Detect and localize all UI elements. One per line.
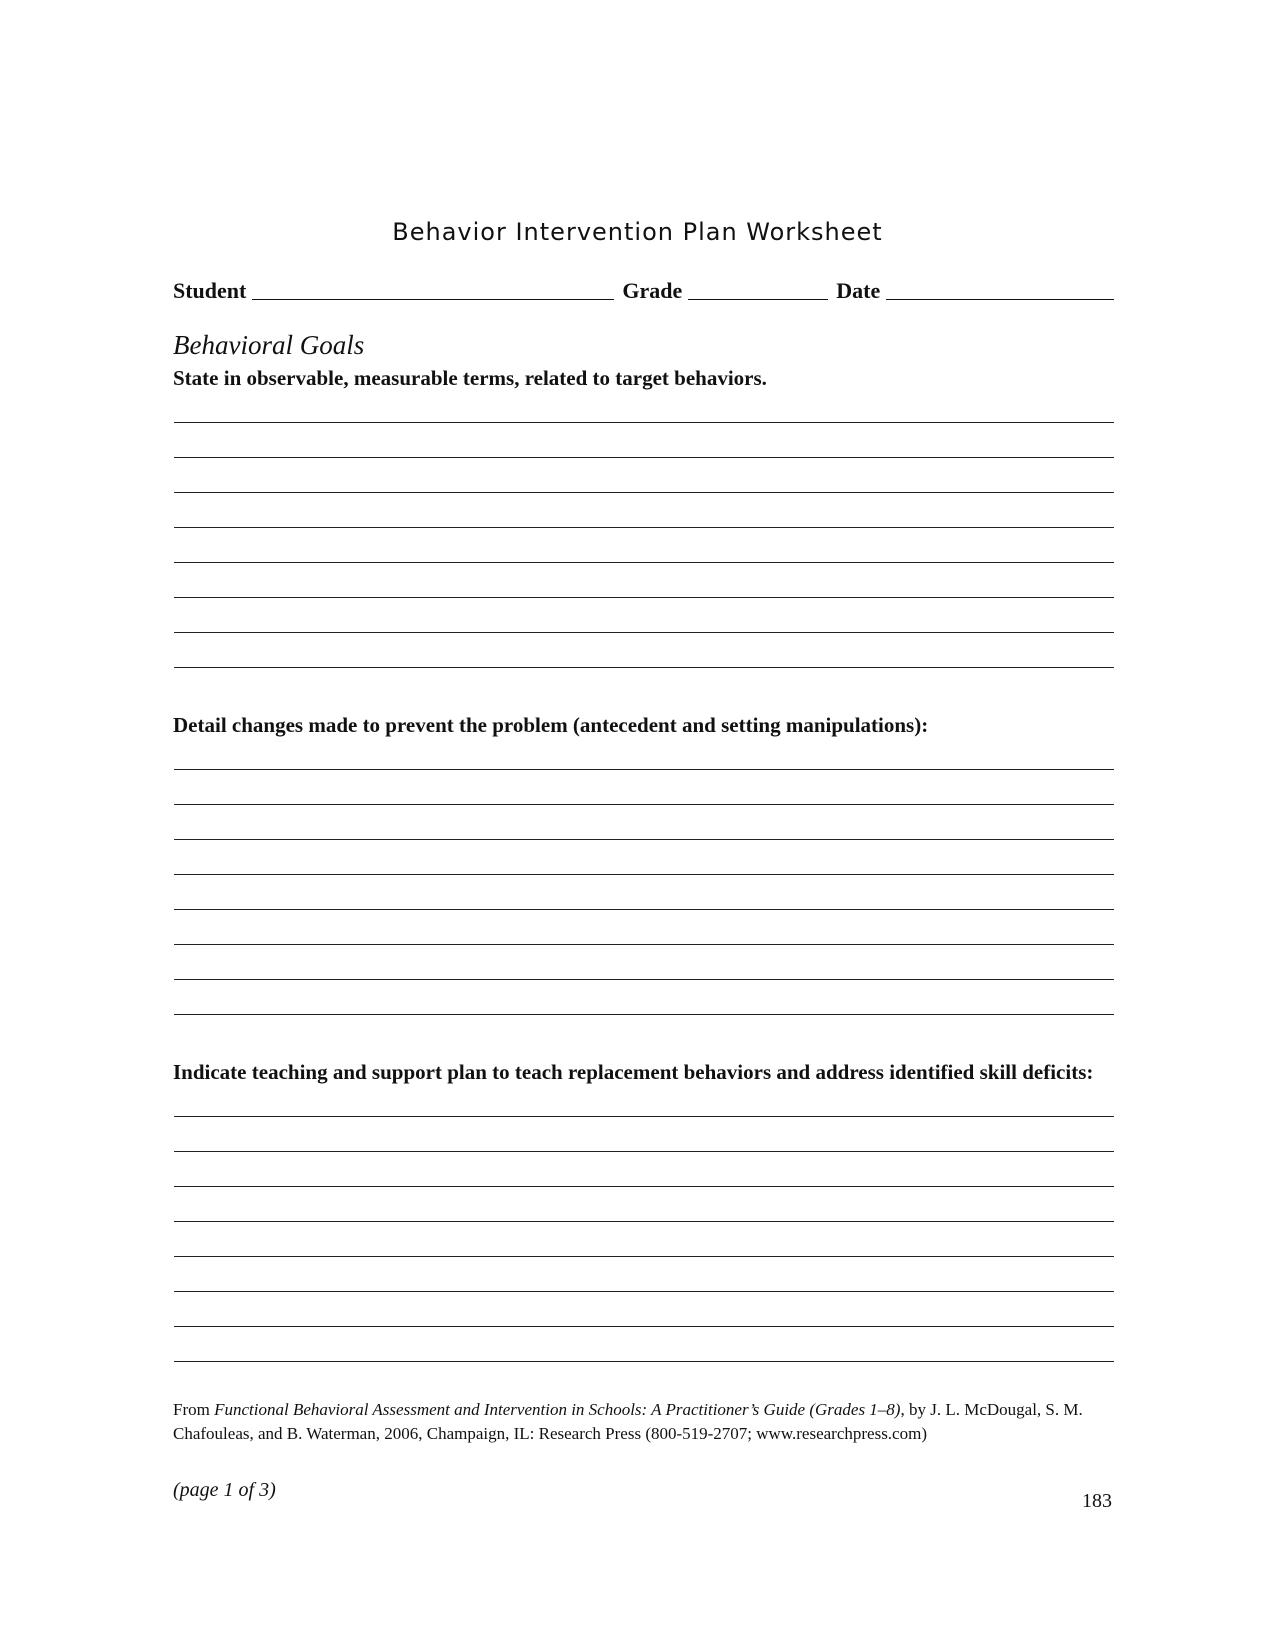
grade-label: Grade (622, 278, 683, 303)
student-field[interactable] (252, 277, 614, 300)
goals-writing-line[interactable] (174, 527, 1114, 528)
prevention-writing-line[interactable] (174, 804, 1114, 805)
prevention-writing-line[interactable] (174, 909, 1114, 910)
prevention-writing-line[interactable] (174, 979, 1114, 980)
teaching-instruction: Indicate teaching and support plan to teach replacement behaviors and address identified skill deficits: (173, 1060, 1094, 1084)
header-fields (173, 272, 1114, 304)
teaching-writing-line[interactable] (174, 1221, 1114, 1222)
teaching-writing-line[interactable] (174, 1291, 1114, 1292)
citation-prefix: From (173, 1400, 215, 1419)
goals-writing-line[interactable] (174, 562, 1114, 563)
student-label: Student (173, 278, 247, 303)
teaching-writing-line[interactable] (174, 1256, 1114, 1257)
citation-details: , by J. L. McDougal, S. M. Chafouleas, and B. Waterman, 2006, Champaign, IL: Research Press (800-519-2707; www.researchpress.com) (173, 1400, 1083, 1443)
teaching-writing-line[interactable] (174, 1326, 1114, 1327)
date-field[interactable] (886, 277, 1114, 300)
prevention-instruction: Detail changes made to prevent the problem (antecedent and setting manipulations): (173, 713, 929, 737)
teaching-writing-line[interactable] (174, 1186, 1114, 1187)
goals-writing-line[interactable] (174, 492, 1114, 493)
teaching-writing-line[interactable] (174, 1116, 1114, 1117)
goals-writing-line[interactable] (174, 667, 1114, 668)
source-citation (173, 1398, 1133, 1446)
page-title: Behavior Intervention Plan Worksheet (392, 218, 883, 246)
goals-writing-line[interactable] (174, 632, 1114, 633)
prevention-writing-line[interactable] (174, 944, 1114, 945)
goals-writing-line[interactable] (174, 597, 1114, 598)
behavioral-goals-heading: Behavioral Goals (173, 330, 365, 360)
goals-instruction: State in observable, measurable terms, related to target behaviors. (173, 366, 767, 390)
page-count-note: (page 1 of 3) (173, 1479, 276, 1501)
prevention-writing-line[interactable] (174, 769, 1114, 770)
goals-writing-line[interactable] (174, 457, 1114, 458)
teaching-writing-line[interactable] (174, 1361, 1114, 1362)
grade-field[interactable] (688, 277, 828, 300)
prevention-writing-line[interactable] (174, 839, 1114, 840)
citation-book-title: Functional Behavioral Assessment and Intervention in Schools: A Practitioner’s Guide (Grades 1–8) (214, 1400, 901, 1419)
teaching-writing-line[interactable] (174, 1151, 1114, 1152)
prevention-writing-line[interactable] (174, 1014, 1114, 1015)
prevention-writing-line[interactable] (174, 874, 1114, 875)
goals-writing-line[interactable] (174, 422, 1114, 423)
page-number: 183 (1082, 1490, 1112, 1512)
date-label: Date (836, 278, 881, 303)
